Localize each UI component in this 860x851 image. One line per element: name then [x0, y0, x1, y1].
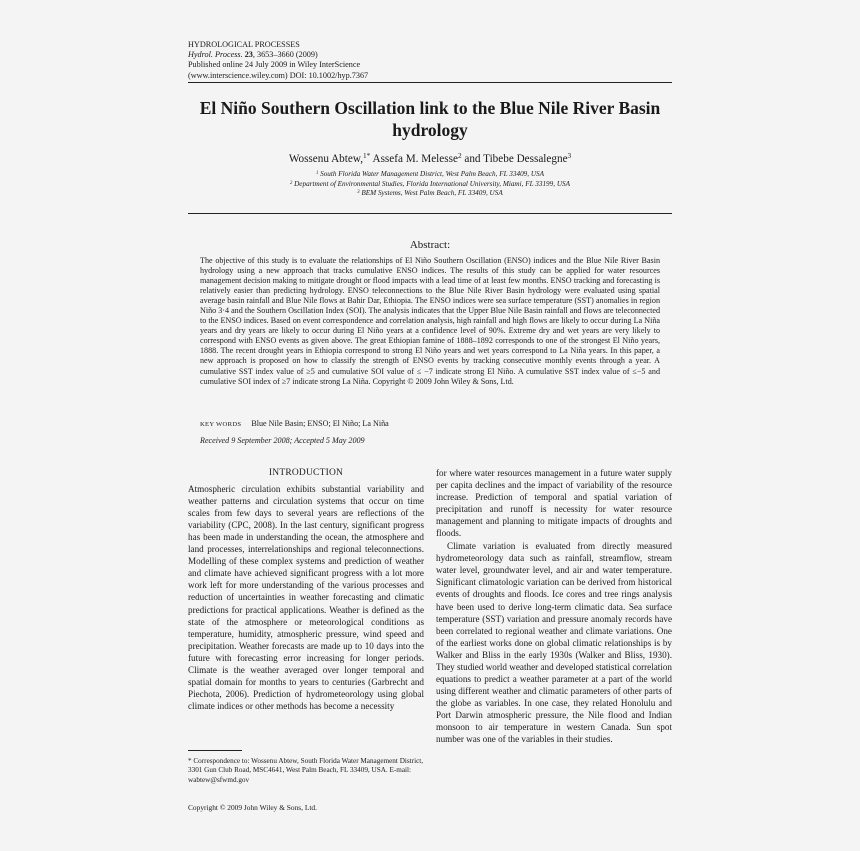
journal-header — [188, 40, 368, 81]
author-line — [188, 153, 672, 165]
author-1: Wossenu Abtew, — [288, 153, 364, 165]
author-3-sup: 3 — [567, 152, 572, 160]
abstract-text: The objective of this study is to evaluate the relationships of El Niño Southern Oscillation (ENSO) indices and the Blue Nile River Basin hydrology using a new approach that tracks cumulative ENSO indices. The results of this study can be applied for water resources management decision making to mitigate drought or flood impacts with a lead time of at least few months. ENSO tracking and forecasting is relatively easier than predicting hydrology. ENSO teleconnections to the Blue Nile River Basin hydrology were evaluated using spatial average basin rainfall and Blue Nile flows at Bahir Dar, Ethiopia. The ENSO indices were sea surface temperature (SST) anomalies in region Niño 3·4 and the Southern Oscillation Index (SOI). The analysis indicates that the Upper Blue Nile Basin rainfall and flows are teleconnected to the ENSO indices. Based on event correspondence and correlation analysis, high rainfall and high flows are likely to occur during La Niña years and dry years are likely to occur during El Niño years at a confidence level of 90%. Extreme dry and wet years are very likely to correspond with ENSO events as given above. The great Ethiopian famine of 1888–1892 corresponds to one of the strongest El Niño years, 1888. The recent drought years in Ethiopia correspond to strong El Niño years and wet years correspond to La Niña years. In this paper, a new approach is proposed on how to classify the strength of ENSO events by tracking consecutive monthly events through a year. A cumulative SST index value of ≥5 and cumulative SOI value of ≤ −7 indicate strong El Niño. A cumulative SST index value of ≤−5 and cumulative SOI index of ≥7 indicate strong La Niña. Copyright © 2009 John Wiley & Sons, Ltd. — [200, 256, 660, 386]
citation-prefix: Hydrol. Process. — [188, 50, 243, 60]
copyright-notice: Copyright © 2009 John Wiley & Sons, Ltd. — [188, 803, 317, 812]
journal-name: HYDROLOGICAL PROCESSES — [188, 40, 300, 49]
affiliation-1 — [188, 170, 672, 180]
right-column — [436, 467, 672, 745]
author-2-sup: 2 — [457, 152, 462, 160]
paper-title: El Niño Southern Oscillation link to the Blue Nile River Basin hydrology — [199, 98, 661, 140]
keywords — [200, 419, 389, 428]
affiliation-1-sup: 1 — [315, 171, 319, 176]
affiliation-3-sup: 3 — [357, 190, 360, 196]
author-1-sup: 1 — [363, 152, 367, 160]
intro-paragraph-2: Climate variation is evaluated from directly measured hydrometeorology data such as rainfall, streamflow, stream water level, groundwater level, and air and water temperature. Significant climatologic variation can be derived from historical events of droughts and floods. Ice cores and tree rings analysis have been used to derive long-term climatic data. Sea surface temperature (SST) variation and pressure anomaly records have been correlated to regional weather and climate variations. One of the earliest works done on global climatic relationships is by Walker and Bliss in the early 1930s (Walker and Bliss, 1930). They studied world weather and developed statistical correlation equations to predict a weather parameter at a part of the world using different weather and climatic parameters of other parts of the globe as variables. In one case, they related Honolulu and Port Darwin atmospheric pressure, the Nile flood and Indian monsoon to air temperature in western Canada. Sun spot number was one of the variables in their studies. — [436, 541, 672, 745]
author-3: and Tibebe Dessalegne — [464, 153, 568, 165]
affiliation-2 — [188, 180, 672, 190]
corresponding-mark: * — [366, 152, 371, 160]
intro-paragraph-1: Atmospheric circulation exhibits substantial variability and weather patterns and circulation systems that occur on time scales from few days to several years are reflections of the variability (CPC, 2008). In the last century, significant progress has been made in understanding the ocean, the atmosphere and land processes, interrelationships and regional teleconnections. Modelling of these complex systems and prediction of weather and climate have achieved significant progress with a lot more work left for more understanding of the various processes and reduction of uncertainties in weather forecasting and climatic predictions for practical applications. Weather is defined as the state of the atmosphere or meteorological conditions as temperature, humidity, atmospheric pressure, wind speed and precipitation. Weather forecasts are made up to 10 days into the future with forecasting error increasing for longer periods. Climate is the weather averaged over longer temporal and spatial domain for months to years to centuries (Garbrecht and Piechota, 2006). Prediction of hydrometeorology using global climate indices or other methods has become a necessity — [188, 484, 424, 711]
introduction-heading: INTRODUCTION — [268, 468, 344, 478]
abstract-heading: Abstract: — [409, 239, 451, 251]
received-dates: Received 9 September 2008; Accepted 5 May 2009 — [200, 436, 365, 445]
journal-published: Published online 24 July 2009 in Wiley InterScience — [188, 60, 361, 70]
footnote-divider — [188, 750, 242, 751]
citation-volume: 23 — [244, 50, 253, 60]
affiliations — [188, 170, 672, 199]
citation-pages: , 3653–3660 (2009) — [252, 50, 318, 60]
author-2: Assefa M. Melesse — [372, 153, 458, 165]
affiliation-2-text: Department of Environmental Studies, Florida International University, Miami, FL 33199, USA — [294, 179, 571, 188]
header-divider — [188, 82, 672, 83]
affiliation-3 — [188, 189, 672, 199]
journal-citation — [188, 50, 368, 60]
keywords-label: KEY WORDS — [200, 421, 242, 428]
affiliation-1-text: South Florida Water Management District, West Palm Beach, FL 33409, USA — [320, 170, 545, 178]
abstract-divider — [188, 213, 672, 214]
keywords-text: Blue Nile Basin; ENSO; El Niño; La Niña — [251, 419, 389, 428]
left-column — [188, 467, 424, 712]
affiliation-2-sup: 2 — [289, 180, 293, 186]
intro-paragraph-1-continued: for where water resources management in a future water supply per capita declines and the impact of variability of the resource increase. Prediction of temporal and spatial variation of precipitation and runoff is necessity for water resource management and planning to mitigate impacts of droughts and floods. — [436, 468, 672, 539]
affiliation-3-text: BEM Systems, West Palm Beach, FL 33409, USA — [361, 189, 503, 198]
journal-doi: (www.interscience.wiley.com) DOI: 10.1002/hyp.7367 — [188, 70, 369, 80]
correspondence-footnote: * Correspondence to: Wossenu Abtew, South Florida Water Management District, 3301 Gun Club Road, MSC4641, West Palm Beach, FL 33409, USA. E-mail: wabtew@sfwmd.gov — [188, 757, 424, 784]
